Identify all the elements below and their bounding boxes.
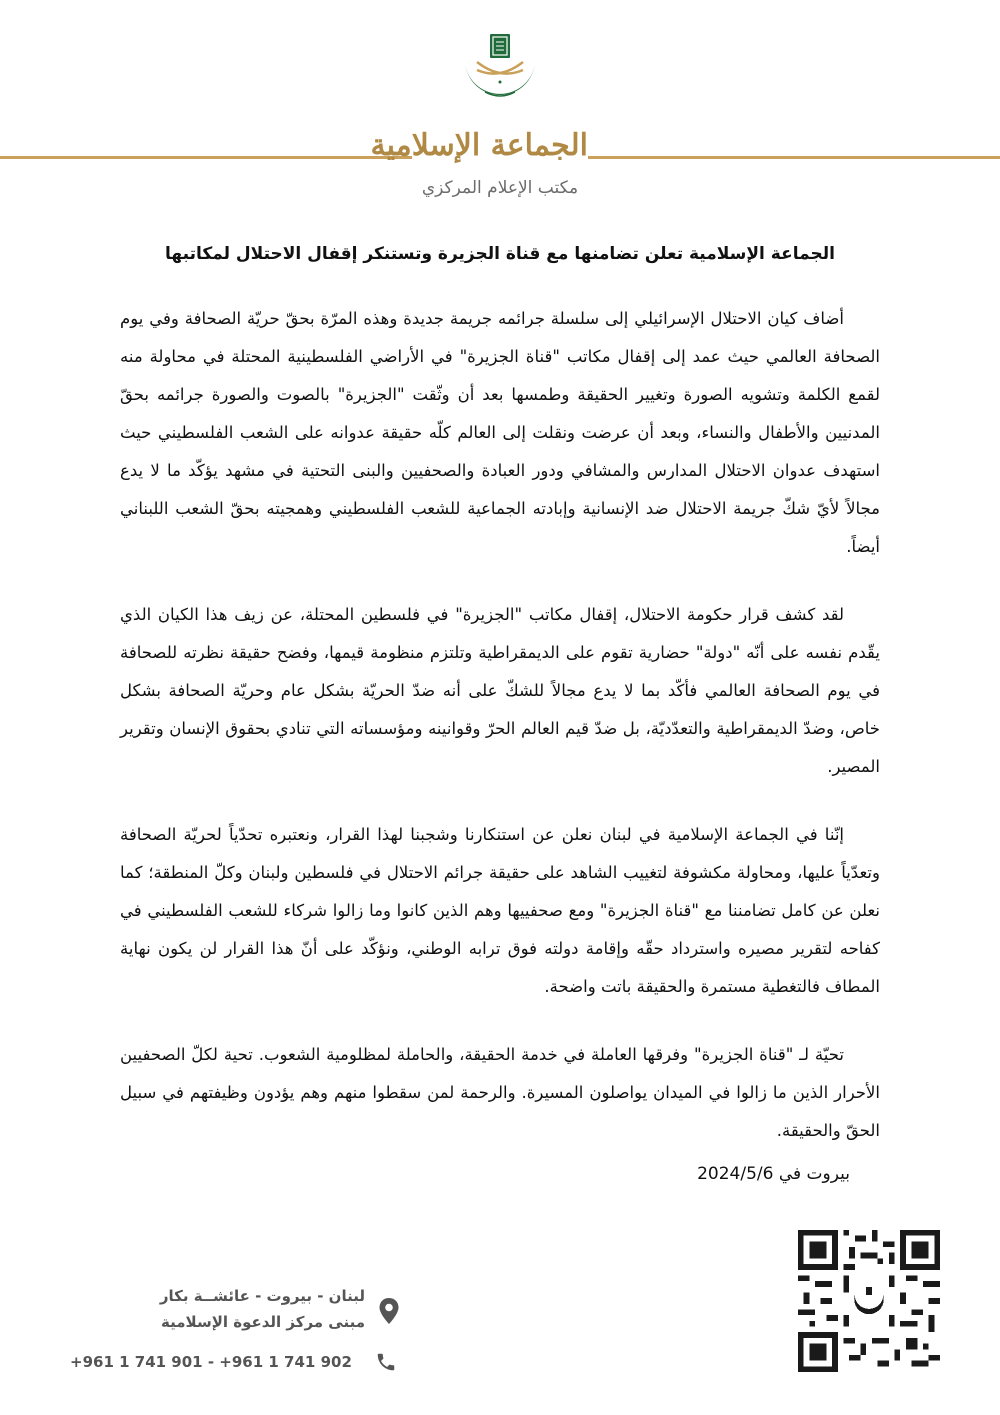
address-line-1: لبنان - بيروت - عائشــة بكار bbox=[159, 1287, 365, 1305]
address-block bbox=[160, 1283, 365, 1335]
contact-footer bbox=[70, 1283, 410, 1383]
location-pin-icon bbox=[378, 1297, 400, 1325]
phone-icon bbox=[375, 1351, 397, 1373]
letterhead bbox=[0, 0, 1000, 215]
phone-numbers: +961 1 741 901 - +961 1 741 902 bbox=[70, 1353, 352, 1371]
crescent-swords-emblem-icon bbox=[455, 30, 545, 122]
paragraph-4: تحيّة لـ "قناة الجزيرة" وفرقها العاملة في خدمة الحقيقة، والحاملة لمظلومية الشعوب. تحية لكلّ الصحفيين الأحرار الذين ما زالوا في الميدان يواصلون المسيرة. والرحمة لمن سقطوا منهم وهم يؤدون وظيفتهم في سبيل الحقّ والحقيقة. bbox=[120, 1045, 880, 1140]
place-date-signoff: بيروت في 2024/5/6 bbox=[697, 1164, 850, 1184]
header-divider-right bbox=[588, 156, 1000, 159]
paragraph-2: لقد كشف قرار حكومة الاحتلال، إقفال مكاتب "الجزيرة" في فلسطين المحتلة، عن زيف هذا الكيان الذي يقّدم نفسه على أنّه "دولة" حضارية تقوم على الديمقراطية وتلتزم منظومة قيمها، وفضح حقيقة نظرته للصحافة في يوم الصحافة العالمي فأكّد بما لا يدع مجالاً للشكّ على أنه ضدّ الحريّة بشكل عام وحريّة الصحافة بشكل خاص، وضدّ الديمقراطية والتعدّديّة، بل ضدّ قيم العالم الحرّ وقوانينه ومؤسساته التي تنادي بحقوق الإنسان وتقرير المصير. bbox=[120, 605, 880, 776]
paragraph-1: أضاف كيان الاحتلال الإسرائيلي إلى سلسلة جرائمه جريمة جديدة وهذه المرّة بحقّ حريّة الصحافة وفي يوم الصحافة العالمي حيث عمد إلى إقفال مكاتب "قناة الجزيرة" في الأراضي الفلسطينية المحتلة في محاولة منه لقمع الكلمة وتشويه الصورة وتغيير الحقيقة وطمسها بعد أن وثّقت "الجزيرة" بالصوت والصورة جرائمه بحقّ المدنيين والأطفال والنساء، وبعد أن عرضت ونقلت إلى العالم كلّه حقيقة عدوانه على الشعب الفلسطيني حيث استهدف عدوان الاحتلال المدارس والمشافي ودور العبادة والصحفيين والبنى التحتية في مشهد يؤكّد ما لا يدع مجالاً لأيّ شكّ جريمة الاحتلال ضد الإنسانية وإبادته الجماعية للشعب الفلسطيني وهمجيته بحقّ الشعب اللبناني أيضاً. bbox=[120, 309, 880, 556]
qr-code-icon bbox=[798, 1230, 940, 1372]
statement-title: الجماعة الإسلامية تعلن تضامنها مع قناة الجزيرة وتستنكر إقفال الاحتلال لمكاتبها bbox=[165, 244, 835, 264]
header-divider-left bbox=[0, 156, 412, 159]
address-line-2: مبنى مركز الدعوة الإسلامية bbox=[161, 1313, 365, 1331]
paragraph-3: إنّنا في الجماعة الإسلامية في لبنان نعلن عن استنكارنا وشجبنا لهذا القرار، ونعتبره تحدّياً لحريّة الصحافة وتعدّياً عليها، ومحاولة مكشوفة لتغييب الشاهد على حقيقة جرائم الاحتلال في فلسطين ولبنان وكلّ المنطقة؛ كما نعلن عن كامل تضامننا مع "قناة الجزيرة" ومع صحفييها وهم الذين كانوا وما زالوا شركاء للشعب الفلسطيني في كفاحه لتقرير مصيره واسترداد حقّه وإقامة دولته فوق ترابه الوطني، ونؤكّد على أنّ هذا القرار لن يكون نهاية المطاف فالتغطية مستمرة والحقيقة باتت واضحة. bbox=[120, 825, 880, 996]
organization-name: الجماعة الإسلامية bbox=[370, 128, 588, 163]
statement-body bbox=[120, 300, 880, 1180]
office-name: مكتب الإعلام المركزي bbox=[421, 178, 579, 198]
